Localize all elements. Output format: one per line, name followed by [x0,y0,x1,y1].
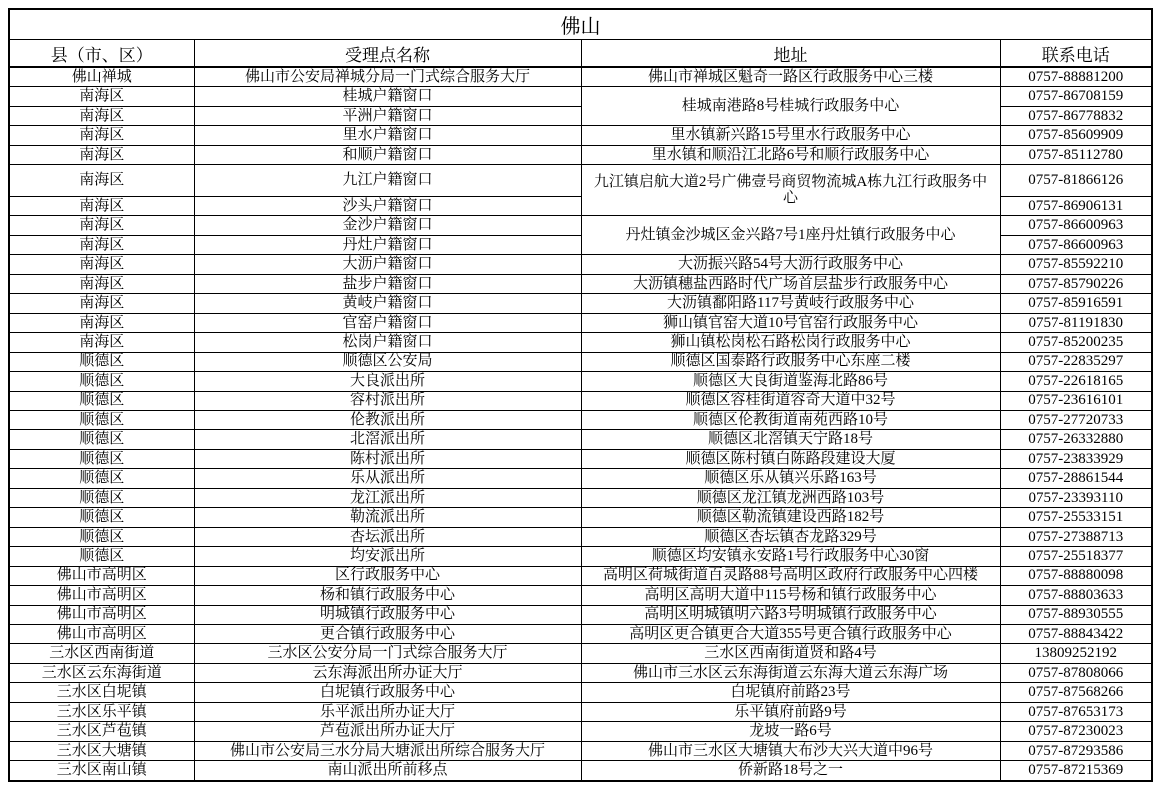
cell-district: 三水区白坭镇 [9,683,194,702]
cell-phone: 0757-87568266 [1000,683,1152,702]
cell-name: 官窑户籍窗口 [194,313,581,332]
cell-phone: 0757-88880098 [1000,566,1152,585]
cell-address: 高明区高明大道中115号杨和镇行政服务中心 [581,586,1000,605]
cell-phone: 0757-87808066 [1000,663,1152,682]
cell-name: 南山派出所前移点 [194,761,581,781]
cell-address: 大沥镇鄱阳路117号黄岐行政服务中心 [581,294,1000,313]
table-row [9,761,1152,781]
cell-phone: 0757-87653173 [1000,702,1152,721]
table-row [9,547,1152,566]
cell-name: 桂城户籍窗口 [194,87,581,106]
cell-name: 金沙户籍窗口 [194,216,581,235]
table-row [9,165,1152,197]
cell-phone: 0757-86708159 [1000,87,1152,106]
cell-phone: 0757-86906131 [1000,197,1152,216]
table-row [9,702,1152,721]
cell-address: 九江镇启航大道2号广佛壹号商贸物流城A栋九江行政服务中心 [581,165,1000,216]
cell-phone: 0757-27388713 [1000,527,1152,546]
table-row [9,741,1152,760]
cell-address: 顺德区大良街道鉴海北路86号 [581,372,1000,391]
cell-phone: 0757-86600963 [1000,235,1152,254]
cell-name: 松岗户籍窗口 [194,333,581,352]
table-row [9,722,1152,741]
cell-address: 大沥镇穗盐西路时代广场首层盐步行政服务中心 [581,274,1000,293]
cell-address: 顺德区均安镇永安路1号行政服务中心30窗 [581,547,1000,566]
cell-district: 佛山市高明区 [9,605,194,624]
cell-phone: 0757-85790226 [1000,274,1152,293]
cell-name: 杨和镇行政服务中心 [194,586,581,605]
cell-address: 佛山市禅城区魁奇一路区行政服务中心三楼 [581,67,1000,87]
cell-district: 南海区 [9,145,194,164]
cell-phone: 0757-26332880 [1000,430,1152,449]
cell-name: 沙头户籍窗口 [194,197,581,216]
cell-address: 里水镇新兴路15号里水行政服务中心 [581,126,1000,145]
cell-district: 三水区西南街道 [9,644,194,663]
cell-name: 丹灶户籍窗口 [194,235,581,254]
cell-phone: 0757-25518377 [1000,547,1152,566]
cell-phone: 0757-85200235 [1000,333,1152,352]
cell-address: 高明区荷城街道百灵路88号高明区政府行政服务中心四楼 [581,566,1000,585]
cell-district: 三水区乐平镇 [9,702,194,721]
cell-address: 乐平镇府前路9号 [581,702,1000,721]
table-row [9,430,1152,449]
cell-address: 白坭镇府前路23号 [581,683,1000,702]
table-row [9,126,1152,145]
table-row [9,663,1152,682]
table-row [9,683,1152,702]
cell-district: 佛山禅城 [9,67,194,87]
cell-name: 云东海派出所办证大厅 [194,663,581,682]
cell-district: 顺德区 [9,547,194,566]
cell-phone: 0757-87215369 [1000,761,1152,781]
cell-name: 黄岐户籍窗口 [194,294,581,313]
cell-district: 顺德区 [9,352,194,371]
cell-phone: 0757-87293586 [1000,741,1152,760]
cell-address: 顺德区北滘镇天宁路18号 [581,430,1000,449]
cell-address: 佛山市三水区大塘镇大布沙大兴大道中96号 [581,741,1000,760]
cell-phone: 0757-86600963 [1000,216,1152,235]
table-row [9,313,1152,332]
cell-phone: 0757-22618165 [1000,372,1152,391]
cell-district: 三水区芦苞镇 [9,722,194,741]
table-row [9,449,1152,468]
cell-name: 佛山市公安局禅城分局一门式综合服务大厅 [194,67,581,87]
cell-district: 南海区 [9,255,194,274]
cell-name: 均安派出所 [194,547,581,566]
column-header-district: 县（市、区） [9,40,194,68]
table-row [9,294,1152,313]
cell-name: 三水区公安分局一门式综合服务大厅 [194,644,581,663]
cell-district: 南海区 [9,274,194,293]
cell-address: 顺德区伦教街道南苑西路10号 [581,411,1000,430]
cell-phone: 0757-23393110 [1000,488,1152,507]
table-body [9,67,1152,781]
table-row [9,469,1152,488]
table-row [9,333,1152,352]
cell-district: 佛山市高明区 [9,625,194,644]
cell-district: 顺德区 [9,488,194,507]
cell-district: 南海区 [9,165,194,197]
cell-phone: 0757-88843422 [1000,625,1152,644]
table-row [9,145,1152,164]
cell-name: 里水户籍窗口 [194,126,581,145]
cell-name: 区行政服务中心 [194,566,581,585]
cell-address: 顺德区杏坛镇杏龙路329号 [581,527,1000,546]
cell-phone: 0757-23616101 [1000,391,1152,410]
cell-address: 高明区更合镇更合大道355号更合镇行政服务中心 [581,625,1000,644]
cell-district: 三水区南山镇 [9,761,194,781]
cell-district: 顺德区 [9,527,194,546]
cell-district: 南海区 [9,197,194,216]
table-row [9,411,1152,430]
cell-phone: 0757-28861544 [1000,469,1152,488]
cell-address: 龙坡一路6号 [581,722,1000,741]
cell-phone: 0757-85916591 [1000,294,1152,313]
cell-district: 顺德区 [9,372,194,391]
table-row [9,216,1152,235]
cell-address: 大沥振兴路54号大沥行政服务中心 [581,255,1000,274]
cell-phone: 0757-81866126 [1000,165,1152,197]
cell-name: 佛山市公安局三水分局大塘派出所综合服务大厅 [194,741,581,760]
cell-address: 佛山市三水区云东海街道云东海大道云东海广场 [581,663,1000,682]
service-points-table [8,8,1153,782]
cell-phone: 0757-88881200 [1000,67,1152,87]
table-row [9,274,1152,293]
table-row [9,625,1152,644]
column-header-phone: 联系电话 [1000,40,1152,68]
cell-district: 三水区云东海街道 [9,663,194,682]
cell-district: 南海区 [9,294,194,313]
cell-name: 盐步户籍窗口 [194,274,581,293]
cell-address: 顺德区陈村镇白陈路段建设大厦 [581,449,1000,468]
table-row [9,87,1152,106]
cell-district: 顺德区 [9,508,194,527]
cell-district: 南海区 [9,106,194,125]
cell-name: 明城镇行政服务中心 [194,605,581,624]
table-title: 佛山 [9,9,1152,40]
cell-address: 狮山镇官窑大道10号官窑行政服务中心 [581,313,1000,332]
cell-district: 顺德区 [9,411,194,430]
cell-address: 顺德区容桂街道容奇大道中32号 [581,391,1000,410]
cell-address: 顺德区勒流镇建设西路182号 [581,508,1000,527]
cell-address: 顺德区乐从镇兴乐路163号 [581,469,1000,488]
cell-district: 佛山市高明区 [9,586,194,605]
table-row [9,352,1152,371]
cell-address: 侨新路18号之一 [581,761,1000,781]
cell-name: 九江户籍窗口 [194,165,581,197]
cell-name: 勒流派出所 [194,508,581,527]
cell-district: 顺德区 [9,430,194,449]
cell-name: 顺德区公安局 [194,352,581,371]
column-header-address: 地址 [581,40,1000,68]
table-title-row [9,9,1152,40]
cell-phone: 0757-27720733 [1000,411,1152,430]
table-header-row [9,40,1152,68]
cell-phone: 0757-85112780 [1000,145,1152,164]
table-row [9,372,1152,391]
table-row [9,644,1152,663]
cell-district: 顺德区 [9,449,194,468]
cell-name: 白坭镇行政服务中心 [194,683,581,702]
cell-phone: 0757-22835297 [1000,352,1152,371]
table-row [9,508,1152,527]
cell-phone: 0757-88803633 [1000,586,1152,605]
table-row [9,527,1152,546]
cell-name: 容村派出所 [194,391,581,410]
cell-name: 北滘派出所 [194,430,581,449]
cell-address: 狮山镇松岗松石路松岗行政服务中心 [581,333,1000,352]
cell-address: 桂城南港路8号桂城行政服务中心 [581,87,1000,126]
cell-district: 南海区 [9,313,194,332]
cell-name: 大沥户籍窗口 [194,255,581,274]
cell-phone: 13809252192 [1000,644,1152,663]
table-row [9,586,1152,605]
cell-address: 丹灶镇金沙城区金兴路7号1座丹灶镇行政服务中心 [581,216,1000,255]
table-row [9,67,1152,87]
cell-name: 陈村派出所 [194,449,581,468]
table-head [9,9,1152,67]
cell-district: 顺德区 [9,391,194,410]
cell-name: 平洲户籍窗口 [194,106,581,125]
cell-address: 里水镇和顺沿江北路6号和顺行政服务中心 [581,145,1000,164]
table-row [9,391,1152,410]
cell-district: 南海区 [9,126,194,145]
cell-district: 南海区 [9,216,194,235]
table-row [9,488,1152,507]
cell-phone: 0757-81191830 [1000,313,1152,332]
cell-name: 杏坛派出所 [194,527,581,546]
cell-phone: 0757-23833929 [1000,449,1152,468]
column-header-name: 受理点名称 [194,40,581,68]
cell-phone: 0757-87230023 [1000,722,1152,741]
cell-district: 南海区 [9,235,194,254]
cell-district: 南海区 [9,333,194,352]
cell-phone: 0757-25533151 [1000,508,1152,527]
cell-district: 三水区大塘镇 [9,741,194,760]
cell-district: 顺德区 [9,469,194,488]
cell-name: 乐平派出所办证大厅 [194,702,581,721]
cell-phone: 0757-85609909 [1000,126,1152,145]
table-row [9,566,1152,585]
table-row [9,255,1152,274]
cell-address: 顺德区龙江镇龙洲西路103号 [581,488,1000,507]
cell-name: 乐从派出所 [194,469,581,488]
cell-name: 芦苞派出所办证大厅 [194,722,581,741]
cell-phone: 0757-85592210 [1000,255,1152,274]
cell-name: 伦教派出所 [194,411,581,430]
cell-address: 三水区西南街道贤和路4号 [581,644,1000,663]
cell-name: 龙江派出所 [194,488,581,507]
table-row [9,605,1152,624]
cell-name: 和顺户籍窗口 [194,145,581,164]
cell-address: 高明区明城镇明六路3号明城镇行政服务中心 [581,605,1000,624]
cell-district: 南海区 [9,87,194,106]
cell-address: 顺德区国泰路行政服务中心东座二楼 [581,352,1000,371]
cell-district: 佛山市高明区 [9,566,194,585]
cell-phone: 0757-86778832 [1000,106,1152,125]
cell-name: 大良派出所 [194,372,581,391]
cell-phone: 0757-88930555 [1000,605,1152,624]
cell-name: 更合镇行政服务中心 [194,625,581,644]
